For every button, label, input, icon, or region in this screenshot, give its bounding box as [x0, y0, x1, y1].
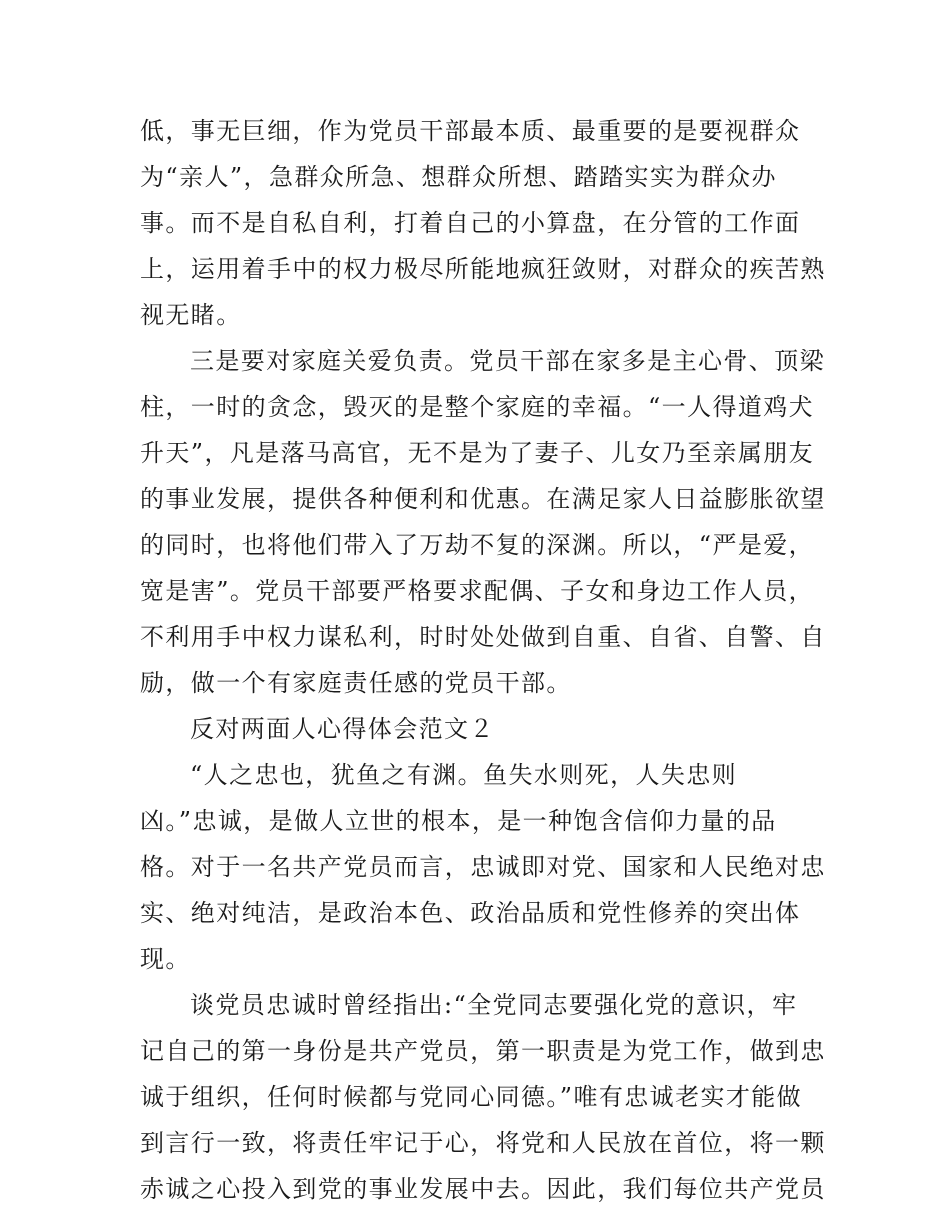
text-line: 柱，一时的贪念，毁灭的是整个家庭的幸福。“一人得道鸡犬: [140, 393, 815, 421]
text-line: 不利用手中权力谋私利，时时处处做到自重、自省、自警、自: [140, 623, 826, 651]
text-line: 的事业发展，提供各种便利和优惠。在满足家人日益膨胀欲望: [140, 485, 826, 513]
text-line: 上，运用着手中的权力极尽所能地疯狂敛财，对群众的疾苦熟: [140, 255, 826, 283]
text-line: 赤诚之心投入到党的事业发展中去。因此，我们每位共产党员: [140, 1175, 826, 1203]
text-line: 为“亲人”，急群众所急、想群众所想、踏踏实实为群众办: [140, 163, 777, 191]
text-line: 诚于组织，任何时候都与党同心同德。”唯有忠诚老实才能做: [140, 1083, 803, 1111]
text-line: 视无睹。: [140, 301, 242, 329]
text-line: 格。对于一名共产党员而言，忠诚即对党、国家和人民绝对忠: [140, 853, 826, 881]
paragraph-start-line: 三是要对家庭关爱负责。党员干部在家多是主心骨、顶梁: [190, 347, 825, 375]
section-heading: 反对两面人心得体会范文２: [190, 715, 495, 743]
text-line: 低，事无巨细，作为党员干部最本质、最重要的是要视群众: [140, 117, 801, 145]
text-line: 凶。”忠诚，是做人立世的根本，是一种饱含信仰力量的品: [140, 807, 777, 835]
paragraph-start-line: “人之忠也，犹鱼之有渊。鱼失水则死，人失忠则: [190, 761, 738, 789]
text-line: 记自己的第一身份是共产党员，第一职责是为党工作，做到忠: [140, 1037, 826, 1065]
text-line: 实、绝对纯洁，是政治本色、政治品质和党性修养的突出体: [140, 899, 801, 927]
text-line: 升天”，凡是落马高官，无不是为了妻子、儿女乃至亲属朋友: [140, 439, 815, 467]
text-line: 现。: [140, 945, 191, 973]
text-line: 到言行一致，将责任牢记于心，将党和人民放在首位，将一颗: [140, 1129, 826, 1157]
paragraph-start-line: 谈党员忠诚时曾经指出:“全党同志要强化党的意识，牢: [190, 991, 798, 1019]
document-body: [140, 108, 826, 1212]
text-line: 宽是害”。党员干部要严格要求配偶、子女和身边工作人员，: [140, 577, 815, 605]
text-line: 励，做一个有家庭责任感的党员干部。: [140, 669, 572, 697]
text-line: 事。而不是自私自利，打着自己的小算盘，在分管的工作面: [140, 209, 801, 237]
text-line: 的同时，也将他们带入了万劫不复的深渊。所以，“严是爱，: [140, 531, 815, 559]
